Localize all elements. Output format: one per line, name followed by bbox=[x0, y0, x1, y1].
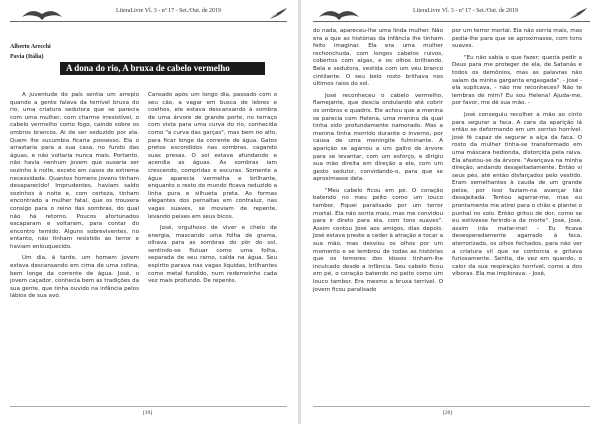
paragraph: "Eu não sabia o que fazer; queria pedir a Deus para me proteger de ela, de Satanás e todos os demônios, mas as palavras não saíam da minha garganta engasgada". - José - ela suplicava, - não me reconheces? Não te lembras de mim? Eu sou Helena! Ajuda-me, por favor, me dê sua mão. - bbox=[452, 54, 582, 107]
right-header bbox=[303, 7, 600, 21]
paragraph: A juventude do país sentia um arrepio quando a gente falava da terrível bruxa do rio, uma criatura sedutora que se parecia com uma mulher, com charme irresistível, o cabelo vermelho como fogo, caindo sobre os ombros brancos. Ai de ser seduzido por ela. Quem lhe sucumbia ficaria possesso. Ela o arrastaria para a sua casa, no fundo das águas, e não voltaria nunca mais. Portanto, não havia nenhum jovem que ousaria ser sozinho à noite, exceto em casos de extrema necessidade. Quantos homens jovens tinham desaparecido! Imprudentes, haviam saído sozinhos à noite e, com certeza, tinham encontrado a mulher fatal, que os trouxera consigo para o reino das sombras, do qual não há retorno. Poucos afortunados escaparam e voltaram, para contar do encontro temido. Alguns sobreviventes, no entanto, não tinham resistido ao terror e haviam enlouquecido. bbox=[10, 92, 139, 250]
running-title: LiteraLivre Vl. 3 - nº 17 - Set./Out. de 2019 bbox=[116, 8, 222, 14]
paragraph: Um dia, à tarde, um homem jovem estava descansando em cima de uma colina, bem longe da corrente de água. José, o jovem caçador, conhecia bem as tradições da sua gente, que tinha ouvido na infância pelos lábios de sua avó. bbox=[10, 255, 139, 300]
quill-ornament-icon bbox=[265, 7, 289, 21]
footer-rule bbox=[10, 406, 287, 407]
paragraph: Cansado após um longo dia, passado com o seu cão, a vagar em busca de lebres e coelhos, ele estava descansando à sombra de uma árvore de grande porte, no terraço com vista para uma curva do rio, conhecida como "a curva das garças", mas bem no alto, para ficar longe da corrente de água. Gatos pretos escondidos nas sombras, cagando suas presas. O sol estava afundando e acendia as águas. As sombras iam crescendo, compridas e escuras. Somente a água aparecia vermelha e brilhante, enquanto o resto do mundo ficava reduzido a linha pura e silhueta preta. As formas elegantes dos pernaltas em contraluz, nas vagas suaves, se moviam de repente, levando peixes em seus bicos. bbox=[148, 92, 277, 220]
left-column-1 bbox=[10, 92, 139, 301]
paragraph: José reconheceu o cabelo vermelho, flamejante, que descia ondulando até cobrir os ombros e quadris. Ele achou que a menina se parecia com Helena, uma menina da qual tinha sido profundamente namorado. Mas a menina tinha morrido durante o inverno, por causa de uma meningite fulminante. A aparição se agarrou a um galho de árvore para se levantar, com um esforço, e dirigiu sua mão direita em direção a ele, com um gesto sedutor, convidando-o, para que se aproximasse dela. bbox=[313, 92, 443, 183]
page-number: [20] bbox=[443, 410, 453, 416]
story-title-banner bbox=[60, 62, 265, 75]
paragraph: "Meu cabelo ficou em pé. O coração batendo no meu peito como um louco tambor. Fiquei paralisado por um terror mortal. Ela não sorria mais, mas me convidou para ir direto para ela, com tons suaves". Assim contou José aos amigos, dias depois. José estava preste a ceder à atração e tocar a sua mão, mas desviou os olhos por um momento e se lembrou de todas as histórias que os temores dos idosos tinham-lhe inculcado desde a infância. Seu cabelo ficou em pé, o coração batendo no peito como um louco tambor. Era mesmo a bruxa terrível. O jovem ficou paralisado bbox=[313, 187, 443, 293]
page-spine bbox=[298, 0, 301, 424]
right-column-1 bbox=[313, 28, 443, 294]
story-title: A dona do rio, A bruxa de cabelo vermelho bbox=[66, 63, 230, 73]
right-column-2 bbox=[452, 28, 582, 279]
left-page bbox=[0, 0, 297, 424]
left-header bbox=[0, 7, 297, 21]
paragraph: do nada, apareceu-lhe uma linda mulher. Não era a que as histórias da infância lhe tinham feito imaginar. Ela era uma mulher rechonchuda, com longos cabelos ruivos, cobertos com algas, e os olhos brilhando. Bela e sedutora, vestida com um véu branco cintilante. O seu belo rosto brilhava nos últimos raios do sol. bbox=[313, 28, 443, 88]
left-column-2 bbox=[148, 92, 277, 286]
paragraph: por um terror mortal. Ela não sorria mais, mas pedia-lhe para que se aproximasse, com tons suaves. bbox=[452, 28, 582, 50]
author-name: Alberto Arecchi bbox=[10, 44, 51, 50]
right-page bbox=[303, 0, 600, 424]
running-title: LiteraLivre Vl. 3 - nº 17 - Set./Out. de 2019 bbox=[413, 8, 519, 14]
paragraph: José, orgulhoso de viver e cheio de energia, mascando uma folha de grama, olhava para as sombras do pôr do sol, sentindo-se flutuar como uma folha, separada de seu ramo, caída na água. Seu espírito parava nas vagas líquidas, brilhantes como metal fundido, num redemoinho cada vez mais profundo. De repente, bbox=[148, 225, 277, 285]
dove-ornament-icon bbox=[20, 7, 64, 21]
paragraph: José conseguiu recolher a mão ao cinto para segurar a faca. A cara da aparição lá então se deformando em um sorriso horrível. José fê capaz de segurar a alça da faca. O rosto da mulher tinha-se transformado em uma máscara hedionda, distorcida pela raiva. Ela afastou-se da árvore. "Avançava na minha direção, andando desajeitadamente. Então vi seus pés, até então disfarçados pelo vestido. Eram semelhantes à cauda de um grande peixe, por isso faziam-na avançar tão desajeitada. Tentou agarrar-me, mas eu prontamente me atirei para o chão e plantei o punhal no solo. Então gritou de dor, como se eu estivesse ferindo-a de morte". José, José, assim irás matar-me! - Eu ficava desesperadamente agarrado à faca, aterrorizado, os olhos fechados, para não ver a criatura vil que se contorcia e gritava furiosamente. Sentia, de vez em quando, o calor da sua respiração horrível, como a dos víboras. Ela me implorava: - José, bbox=[452, 111, 582, 278]
header-rule bbox=[313, 21, 590, 22]
footer-rule bbox=[313, 406, 590, 407]
quill-ornament-icon bbox=[565, 7, 589, 21]
author-location: Pavia (Itália) bbox=[10, 54, 44, 60]
page-number: [19] bbox=[143, 410, 153, 416]
dove-ornament-icon bbox=[317, 7, 361, 21]
header-rule bbox=[10, 21, 287, 22]
